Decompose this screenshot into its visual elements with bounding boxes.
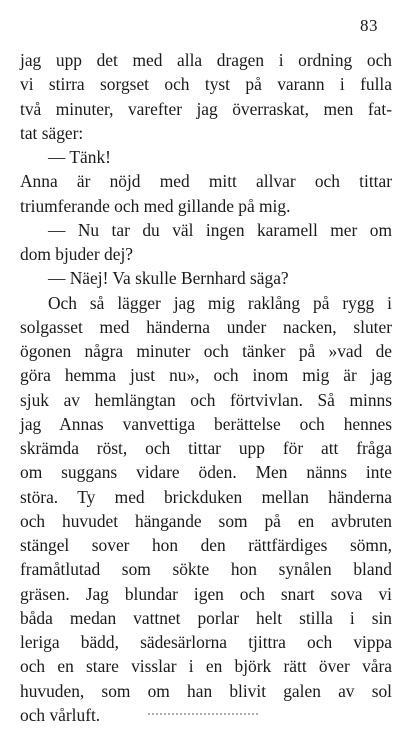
- text-line: störa. Ty med brickduken mellan händerna: [20, 486, 392, 507]
- text-line: huvuden, som om han blivit galen av sol: [20, 680, 392, 701]
- page-number: 83: [360, 16, 378, 35]
- text-line: skrämda röst, och tittar upp för att fråga: [20, 438, 392, 458]
- text-line: ögonen några minuter och tänker på »vad de: [20, 341, 392, 361]
- text-line: vi stirra sorgset och tyst på varann i fulla: [20, 74, 392, 95]
- text-line: och en stare visslar i en björk rätt över våra: [20, 656, 392, 677]
- text-line: Anna är nöjd med mitt allvar och tittar: [20, 171, 392, 192]
- text-line: två minuter, varefter jag överraskat, men fat-: [20, 98, 392, 119]
- text-line: sjuk av hemlängtan och förtvivlan. Så minns: [20, 389, 392, 410]
- printer-imprint-mark: [148, 713, 260, 715]
- text-line: triumferande och med gillande på mig.: [20, 195, 291, 216]
- text-line: båda medan vattnet porlar helt stilla i sin: [20, 607, 392, 628]
- text-line: leriga bädd, sädesärlorna tjittra och vippa: [20, 632, 392, 652]
- text-line: — Nu tar du väl ingen karamell mer om: [48, 219, 392, 240]
- text-line: Och så lägger jag mig raklång på rygg i: [48, 292, 392, 313]
- text-line: jag Annas vanvettiga berättelse och hennes: [20, 413, 392, 434]
- body-text: [20, 48, 392, 727]
- text-line: och huvudet hängande som på en avbruten: [20, 510, 392, 531]
- text-line: tat säger:: [20, 122, 84, 143]
- text-line: göra hemma just nu», och inom mig är jag: [20, 365, 392, 386]
- text-line: solgasset med händerna under nacken, sluter: [20, 316, 392, 337]
- text-line: och vårluft.: [20, 704, 101, 725]
- text-line: jag upp det med alla dragen i ordning och: [20, 50, 392, 70]
- text-line: stängel sover hon den rättfärdiges sömn,: [20, 535, 392, 555]
- text-line: gräsen. Jag blundar igen och snart sova vi: [20, 583, 392, 604]
- text-line: om suggans vidare öden. Men nänns inte: [20, 462, 392, 483]
- text-line: dom bjuder dej?: [20, 244, 134, 264]
- text-line: — Tänk!: [48, 147, 111, 167]
- text-line: — Näej! Va skulle Bernhard säga?: [48, 268, 289, 289]
- text-line: framåtlutad som sökte hon synålen bland: [20, 559, 392, 580]
